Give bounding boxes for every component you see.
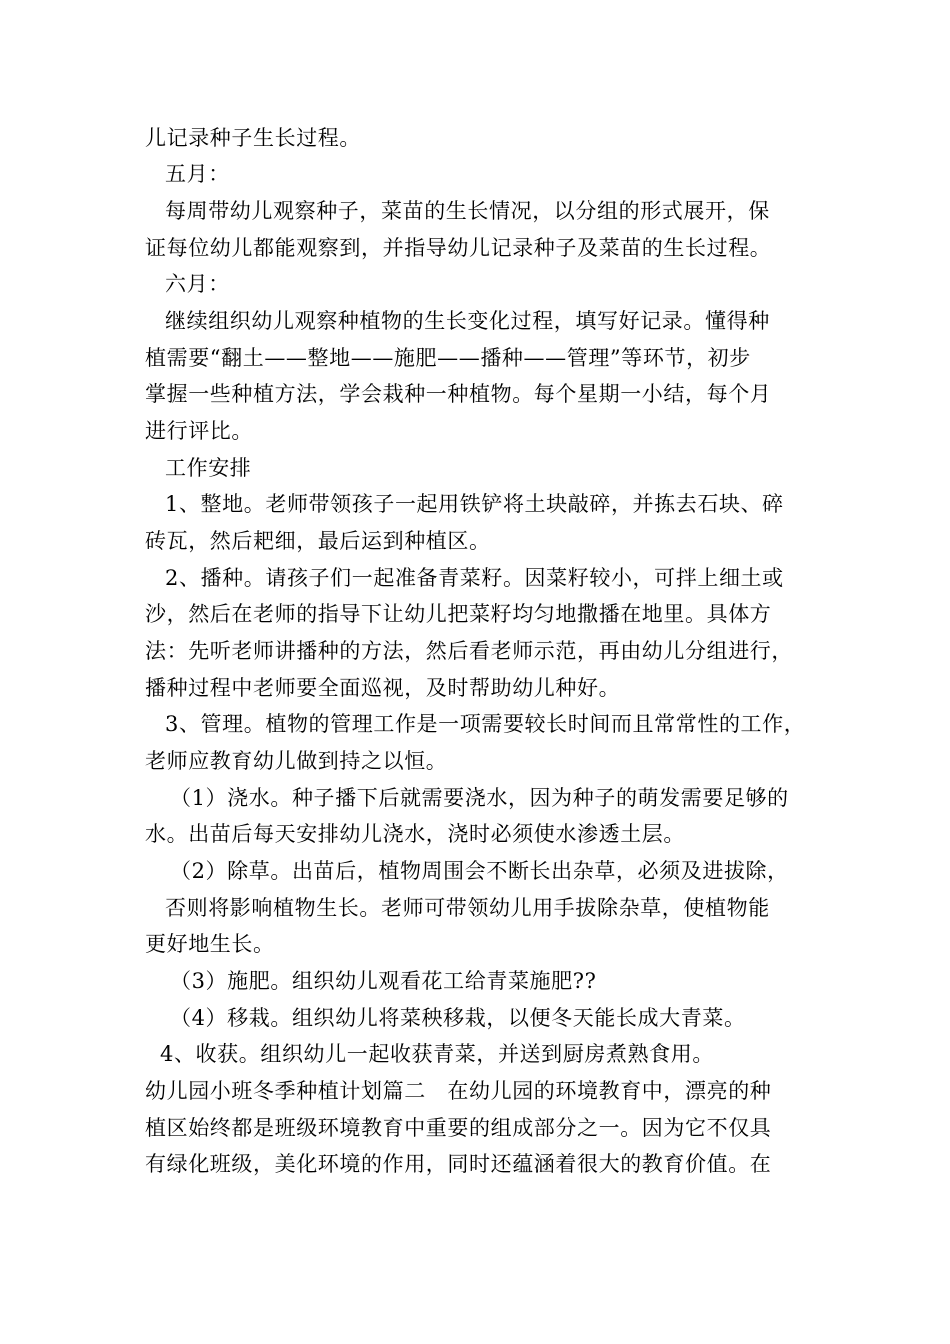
text-line: （4）移栽。组织幼儿将菜秧移栽，以便冬天能长成大青菜。 [170,1006,746,1030]
text-line: 2、播种。请孩子们一起准备青菜籽。因菜籽较小，可拌上细土或 [165,566,784,590]
section-heading-may: 五月： [165,162,230,186]
text-line: 儿记录种子生长过程。 [145,126,361,150]
text-line: 幼儿园小班冬季种植计划篇二 在幼儿园的环境教育中，漂亮的种 [145,1079,772,1103]
text-line: 3、管理。植物的管理工作是一项需要较长时间而且常常性的工作， [165,712,806,736]
text-line: 植需要“翻土——整地——施肥——播种——管理”等环节，初步 [145,346,751,370]
text-line: 老师应教育幼儿做到持之以恒。 [145,749,448,773]
text-line: 继续组织幼儿观察种植物的生长变化过程，填写好记录。懂得种 [165,309,770,333]
text-line: 每周带幼儿观察种子，菜苗的生长情况，以分组的形式展开，保 [165,199,770,223]
text-line: 法：先听老师讲播种的方法，然后看老师示范，再由幼儿分组进行， [145,639,793,663]
text-line: 植区始终都是班级环境教育中重要的组成部分之一。因为它不仅具 [145,1116,772,1140]
text-line: 进行评比。 [145,419,253,443]
text-line: 砖瓦，然后耙细，最后运到种植区。 [145,529,491,553]
text-line: （1）浇水。种子播下后就需要浇水，因为种子的萌发需要足够的 [170,786,789,810]
text-line: 1、整地。老师带领孩子一起用铁铲将土块敲碎，并拣去石块、碎 [165,492,784,516]
section-heading-june: 六月： [165,272,230,296]
text-line: 4、收获。组织幼儿一起收获青菜，并送到厨房煮熟食用。 [160,1042,714,1066]
section-heading-work-arrangement: 工作安排 [165,456,252,480]
text-line: 否则将影响植物生长。老师可带领幼儿用手拔除杂草，使植物能 [165,896,770,920]
text-line: 证每位幼儿都能观察到，并指导幼儿记录种子及菜苗的生长过程。 [145,236,772,260]
text-line: （3）施肥。组织幼儿观看花工给青菜施肥?? [170,969,597,993]
text-line: 水。出苗后每天安排幼儿浇水，浇时必须使水渗透土层。 [145,822,685,846]
text-line: （2）除草。出苗后，植物周围会不断长出杂草，必须及进拔除， [170,859,789,883]
text-line: 更好地生长。 [145,932,275,956]
text-line: 有绿化班级，美化环境的作用，同时还蕴涵着很大的教育价值。在 [145,1152,772,1176]
text-line: 掌握一些种植方法，学会栽种一种植物。每个星期一小结，每个月 [145,382,772,406]
text-line: 沙，然后在老师的指导下让幼儿把菜籽均匀地撒播在地里。具体方 [145,602,772,626]
text-line: 播种过程中老师要全面巡视，及时帮助幼儿种好。 [145,676,621,700]
